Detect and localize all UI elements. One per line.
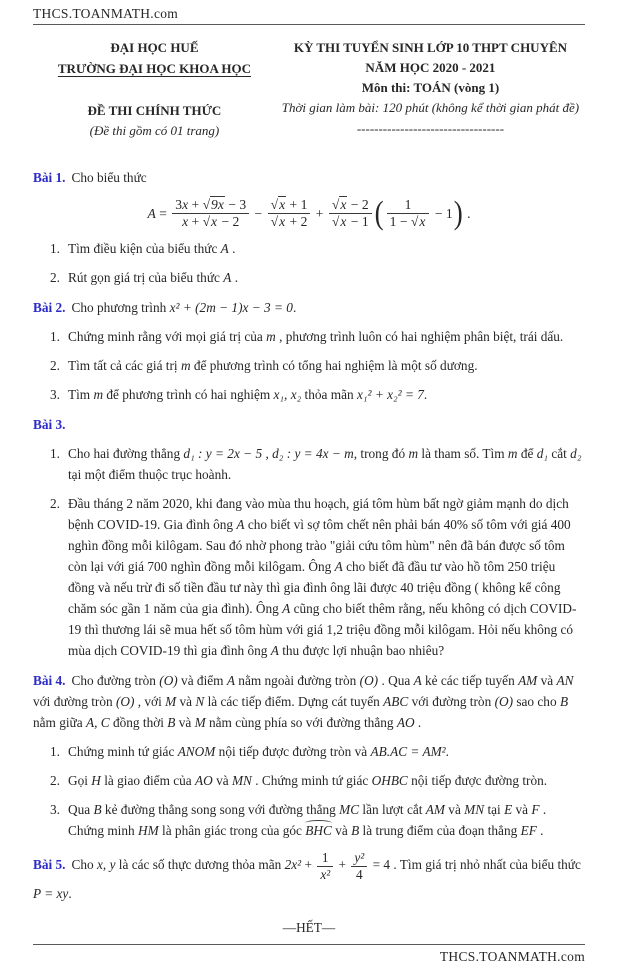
problem-item — [50, 355, 585, 376]
numerator: 1 — [317, 850, 333, 867]
page-count-note: (Đề thi gồm có 01 trang) — [89, 123, 220, 139]
denominator: 4 — [355, 866, 363, 882]
problem-intro-line — [33, 297, 585, 318]
exam-title-block — [276, 38, 585, 142]
numerator: √x − 2 — [329, 197, 372, 214]
item-number: 1. — [50, 446, 60, 462]
numerator: y² — [351, 850, 367, 867]
sqrt-expression: √x — [331, 214, 347, 230]
numerator: √x + 1 — [268, 197, 311, 214]
radical-sign: √ — [331, 214, 340, 230]
problem-item-list — [33, 326, 585, 405]
problem-intro-text: Cho phương trình x² + (2m − 1)x − 3 = 0. — [71, 300, 297, 316]
problem-item — [50, 770, 585, 791]
sqrt-expression: √x — [270, 197, 286, 213]
denominator: √x − 1 — [331, 214, 369, 230]
sqrt-expression: √x — [410, 214, 426, 230]
page-footer — [0, 944, 618, 974]
problem-label: Bài 1. — [33, 170, 66, 186]
item-text: Gọi H là giao điểm của AO và MN . Chứng minh tứ giác OHBC nội tiếp được đường tròn. — [67, 773, 548, 789]
problem-item — [50, 238, 585, 259]
problem-intro-line — [33, 414, 585, 435]
problem-item — [50, 741, 585, 762]
radical-sign: √ — [410, 214, 419, 230]
item-text: Chứng minh rằng với mọi giá trị của m , phương trình luôn có hai nghiệm phân biệt, trái dấu. — [67, 329, 564, 345]
big-paren: ( — [374, 195, 384, 232]
item-text: Tìm điều kiện của biểu thức A . — [67, 241, 236, 257]
exam-subject: Môn thi: TOÁN (vòng 1) — [361, 80, 500, 96]
numerator: 3x + √9x − 3 — [172, 197, 249, 214]
item-text: Rút gọn giá trị của biểu thức A . — [67, 270, 239, 286]
exam-duration: Thời gian làm bài: 120 phút (không kể thời gian phát đề) — [281, 100, 580, 116]
problem-1 — [33, 167, 585, 288]
sqrt-expression: √x — [270, 214, 286, 230]
radical-sign: √ — [202, 197, 211, 213]
problem-intro-line — [33, 167, 585, 188]
big-paren: ) — [453, 195, 463, 232]
issuer-school: TRƯỜNG ĐẠI HỌC KHOA HỌC — [57, 60, 251, 76]
problem-item-list — [33, 741, 585, 841]
item-text: Đầu tháng 2 năm 2020, khi đang vào mùa thu hoạch, giá tôm hùm bất ngờ giảm mạnh do dịch bệnh COVID-19. Gia đình ông A cho biết vì sợ tôm chết nên phải bán 40% số tôm với giá 400 nghìn đồng mỗi kilôgam. Sau đó nhờ phong trào "giải cứu tôm hùm" nên đã bán được số tôm còn lại với giá 700 nghìn đồng mỗi kilôgam. Ông A cho biết đã đầu tư vào hồ tôm 250 triệu đồng và nếu trừ đi số tiền đầu tư này thì gia đình ông lãi được 40 triệu đồng ( không kể công chăm sóc gần 1 năm của gia đình). Ông A cũng cho biết thêm rằng, nếu không có dịch COVID-19 thì thương lái sẽ mua hết số tôm hùm với giá 1,2 triệu đồng mỗi kilôgam. Hỏi nếu không có mùa dịch COVID-19 thì gia đình ông A thu được lợi nhuận bao nhiêu? — [67, 496, 577, 659]
problem-item-list — [33, 443, 585, 661]
end-marker: —HẾT— — [282, 919, 336, 935]
problem-3 — [33, 414, 585, 661]
problem-intro-text: Cho x, y là các số thực dương thỏa mãn 2x² + $\frac{1}{\text{x²}}$ + $\frac{\text{y²}}{4}$ = 4 . Tìm giá trị nhỏ nhất của biểu thức P = xy. — [33, 850, 581, 901]
radical-sign: √ — [331, 197, 340, 213]
item-number: 2. — [50, 773, 60, 789]
item-text: Cho hai đường thẳng d₁ : y = 2x − 5 , d₂ : y = 4x − m, trong đó m là tham số. Tìm m để d₁ cắt d₂ tại một điểm thuộc trục hoành. — [67, 446, 582, 483]
item-text: Tìm tất cả các giá trị m để phương trình có tổng hai nghiệm là một số dương. — [67, 358, 478, 374]
radical-sign: √ — [202, 214, 211, 230]
sqrt-expression: √9x — [202, 197, 224, 213]
fraction — [317, 850, 333, 882]
divider-dashes: ---------------------------------- — [356, 120, 505, 136]
radical-sign: √ — [270, 197, 279, 213]
exam-title: KỲ THI TUYỂN SINH LỚP 10 THPT CHUYÊN — [293, 40, 568, 55]
top-bar — [0, 0, 618, 24]
item-number: 2. — [50, 496, 60, 512]
problem-item-list — [33, 238, 585, 288]
fraction — [329, 197, 372, 230]
problem-item — [50, 267, 585, 288]
exam-header — [0, 25, 618, 142]
denominator: 1 − √x — [389, 214, 426, 230]
item-number: 3. — [50, 387, 60, 403]
problem-5 — [33, 850, 585, 903]
item-number: 1. — [50, 241, 60, 257]
denominator: x² — [320, 866, 331, 882]
fraction — [351, 850, 367, 882]
issuer-block — [33, 38, 276, 142]
item-text: Qua B kẻ đường thẳng song song với đường thẳng MC lần lượt cắt AM và MN tại E và F . Chứng minh HM là phân giác trong của góc BHC và B là trung điểm của đoạn thẳng EF . — [67, 802, 547, 839]
numerator: 1 — [387, 197, 430, 214]
sqrt-expression: √x — [202, 214, 218, 230]
sqrt-expression: √x — [331, 197, 347, 213]
problem-item — [50, 326, 585, 347]
problem-4 — [33, 670, 585, 841]
display-formula: A = $\frac{3x + √9x - 3}{x + √x - 2}$ − $\frac{√x + 1}{√x + 2}$ + $\frac{√x - 2}{√x - 1}$ ( $\frac{1}{1 - √x}$ − 1 ) . — [147, 195, 471, 232]
fraction — [172, 197, 249, 230]
problem-label: Bài 3. — [33, 417, 66, 433]
item-number: 2. — [50, 358, 60, 374]
item-text: Chứng minh tứ giác ANOM nội tiếp được đường tròn và AB.AC = AM². — [67, 744, 449, 760]
item-text: Tìm m để phương trình có hai nghiệm x₁, x₂ thỏa mãn x₁² + x₂² = 7. — [67, 387, 428, 403]
denominator: √x + 2 — [270, 214, 308, 230]
problem-item — [50, 443, 585, 485]
issuer-university: ĐẠI HỌC HUẾ — [110, 40, 199, 55]
problem-intro-text: Cho đường tròn (O) và điểm A nằm ngoài đường tròn (O) . Qua A kẻ các tiếp tuyến AM và AN với đường tròn (O) , với M và N là các tiếp điểm. Dựng cát tuyến ABC với đường tròn (O) sao cho B nằm giữa A, C đồng thời B và M nằm cùng phía so với đường thẳng AO . — [33, 673, 574, 731]
official-exam-label: ĐỀ THI CHÍNH THỨC — [87, 102, 222, 118]
problems — [0, 142, 618, 906]
problem-intro-text: Cho biểu thức — [71, 170, 147, 186]
problem-item — [50, 799, 585, 841]
problem-2 — [33, 297, 585, 405]
fraction — [268, 197, 311, 230]
radical-sign: √ — [270, 214, 279, 230]
problem-intro-line — [33, 850, 585, 903]
problem-intro-line — [33, 670, 585, 733]
problem-label: Bài 2. — [33, 300, 66, 316]
problem-item — [50, 384, 585, 405]
problem-label: Bài 5. — [33, 857, 66, 873]
denominator: x + √x − 2 — [182, 214, 240, 230]
item-number: 1. — [50, 744, 60, 760]
site-footer: THCS.TOANMATH.com — [439, 948, 585, 964]
problem-item — [50, 493, 585, 661]
fraction — [387, 197, 430, 230]
problem-label: Bài 4. — [33, 673, 66, 689]
site-header: THCS.TOANMATH.com — [33, 6, 179, 21]
exam-year: NĂM HỌC 2020 - 2021 — [365, 60, 496, 76]
item-number: 1. — [50, 329, 60, 345]
item-number: 3. — [50, 802, 60, 818]
item-number: 2. — [50, 270, 60, 286]
